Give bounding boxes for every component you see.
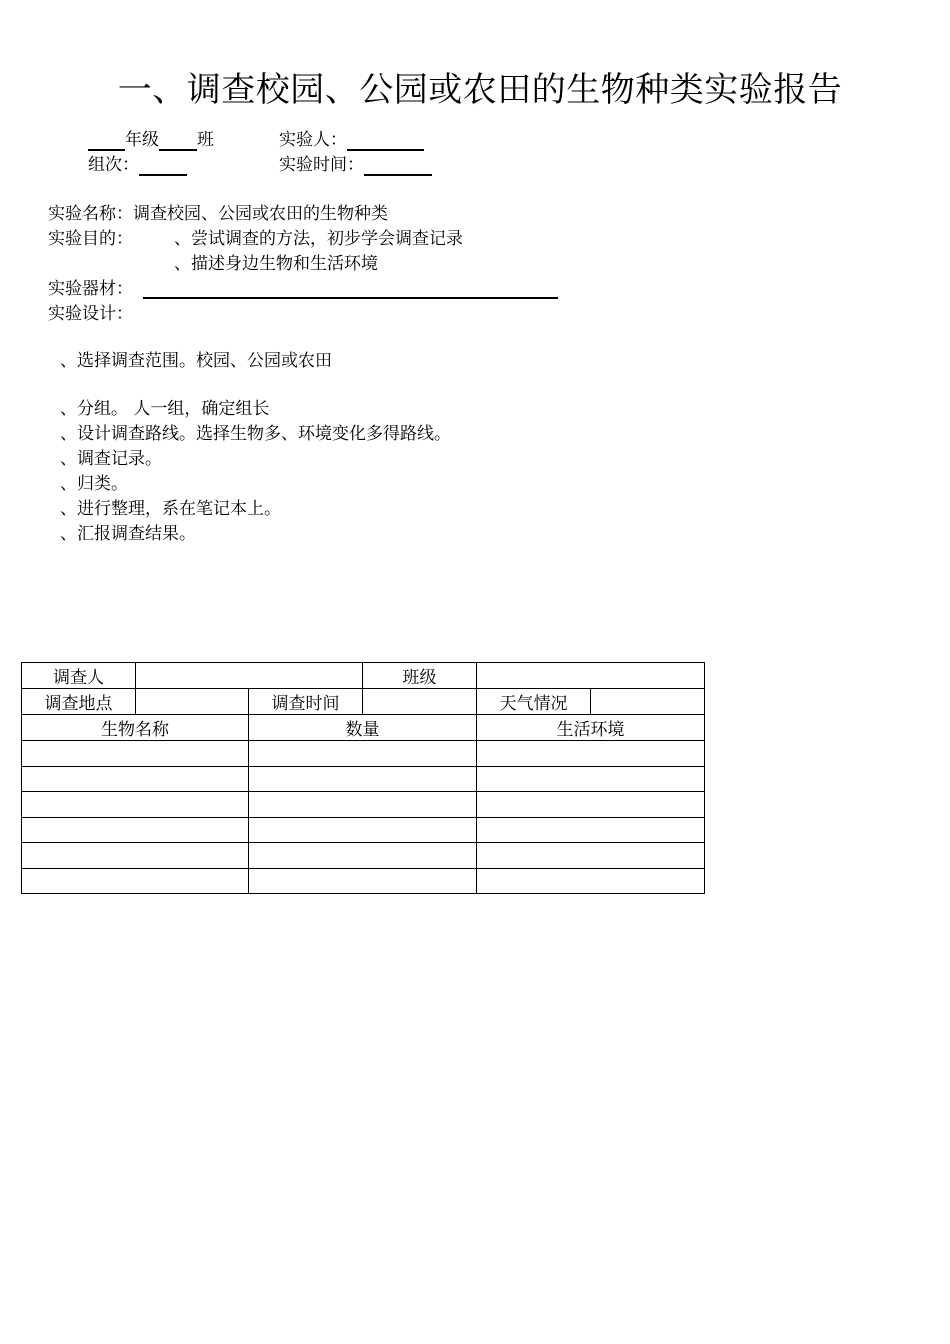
survey-time-label: 调查时间 — [249, 689, 363, 715]
page-title: 一、调查校园、公园或农田的生物种类实验报告 — [117, 70, 843, 110]
survey-time-cell[interactable] — [363, 689, 477, 715]
col-header-habitat: 生活环境 — [477, 715, 705, 741]
step-item: 、选择调查范围。校园、公园或农田 — [60, 351, 332, 371]
name-cell[interactable] — [22, 817, 249, 843]
table-row — [22, 689, 705, 715]
step-item: 、调查记录。 — [60, 449, 162, 469]
location-label: 调查地点 — [22, 689, 136, 715]
habitat-cell[interactable] — [477, 792, 705, 818]
table-header-row — [22, 715, 705, 741]
step-item: 、设计调查路线。选择生物多、环境变化多得路线。 — [60, 424, 451, 444]
table-row — [22, 868, 705, 894]
class-label-cell: 班级 — [363, 663, 477, 689]
location-cell[interactable] — [136, 689, 249, 715]
survey-table — [21, 662, 705, 894]
name-cell[interactable] — [22, 741, 249, 767]
col-header-name: 生物名称 — [22, 715, 249, 741]
grade-class-line — [88, 129, 214, 151]
class-cell[interactable] — [477, 663, 705, 689]
purpose-label: 实验目的： — [48, 229, 133, 249]
design-label: 实验设计： — [48, 304, 133, 324]
purpose-item-2: 、描述身边生物和生活环境 — [174, 254, 378, 274]
investigator-cell[interactable] — [136, 663, 363, 689]
class-blank[interactable] — [159, 131, 197, 151]
class-label: 班 — [197, 130, 214, 150]
table-row — [22, 843, 705, 869]
time-blank[interactable] — [364, 156, 432, 176]
quantity-cell[interactable] — [249, 817, 477, 843]
step-item: 、汇报调查结果。 — [60, 524, 196, 544]
habitat-cell[interactable] — [477, 817, 705, 843]
name-cell[interactable] — [22, 843, 249, 869]
step-item: 、进行整理，系在笔记本上。 — [60, 499, 281, 519]
group-label: 组次： — [88, 155, 139, 175]
habitat-cell[interactable] — [477, 766, 705, 792]
table-row — [22, 792, 705, 818]
habitat-cell[interactable] — [477, 741, 705, 767]
quantity-cell[interactable] — [249, 843, 477, 869]
experiment-name: 实验名称：调查校园、公园或农田的生物种类 — [48, 204, 388, 224]
table-row — [22, 663, 705, 689]
weather-label: 天气情况 — [477, 689, 591, 715]
quantity-cell[interactable] — [249, 868, 477, 894]
table-row — [22, 817, 705, 843]
habitat-cell[interactable] — [477, 843, 705, 869]
time-label: 实验时间： — [279, 155, 364, 175]
experimenter-line — [279, 129, 424, 151]
equipment-blank[interactable] — [143, 297, 558, 299]
experimenter-blank[interactable] — [347, 131, 424, 151]
grade-blank[interactable] — [88, 131, 125, 151]
table-row — [22, 766, 705, 792]
group-blank[interactable] — [139, 156, 187, 176]
grade-label: 年级 — [125, 130, 159, 150]
name-cell[interactable] — [22, 792, 249, 818]
table-row — [22, 741, 705, 767]
time-line — [279, 154, 432, 176]
name-cell[interactable] — [22, 766, 249, 792]
quantity-cell[interactable] — [249, 741, 477, 767]
quantity-cell[interactable] — [249, 792, 477, 818]
col-header-quantity: 数量 — [249, 715, 477, 741]
name-cell[interactable] — [22, 868, 249, 894]
habitat-cell[interactable] — [477, 868, 705, 894]
experimenter-label: 实验人： — [279, 130, 347, 150]
purpose-item-1: 、尝试调查的方法，初步学会调查记录 — [174, 229, 463, 249]
weather-cell[interactable] — [591, 689, 705, 715]
investigator-label: 调查人 — [22, 663, 136, 689]
step-item: 、分组。 人一组，确定组长 — [60, 399, 270, 419]
step-item: 、归类。 — [60, 474, 128, 494]
group-line — [88, 154, 187, 176]
equipment-label: 实验器材： — [48, 279, 133, 299]
quantity-cell[interactable] — [249, 766, 477, 792]
